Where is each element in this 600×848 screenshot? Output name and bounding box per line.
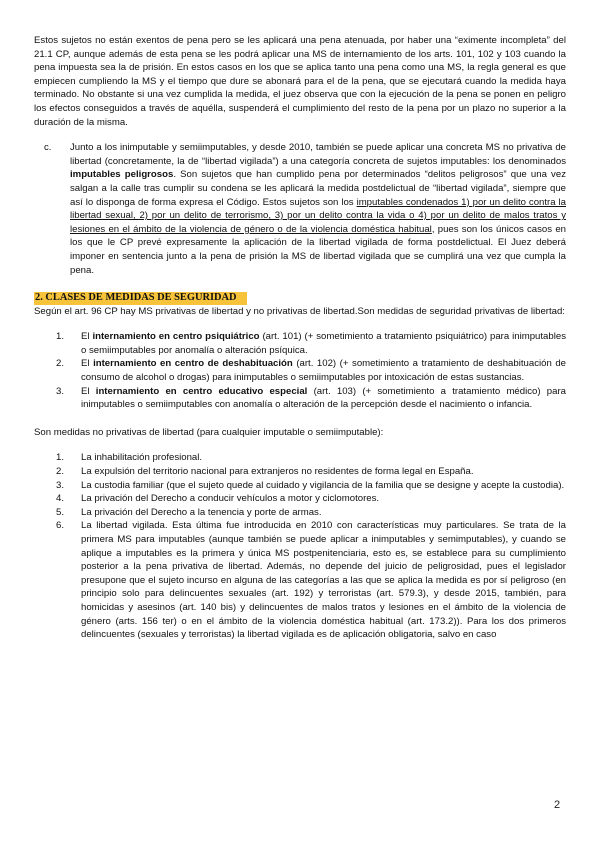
privative-list [34,330,566,412]
list-item: 2. El internamiento en centro de deshabituación (art. 102) (+ sometimiento a tratamiento de deshabituación de consumo de alcohol o drogas) para inimputables o semiimputables por intoxicación de estas sustancias. [56,358,567,384]
list-item: 1. La inhabilitación profesional. [56,452,203,464]
list-item: 6. La libertad vigilada. Esta última fue introducida en 2010 con características muy particulares. Se trata de la primera MS para imputables (aunque también se puede aplicar a inimputables y semimputables), y cuando se aplique a imputables es la primera y única MS postpenitenciaria, esto es, se establece para su cumplimiento posterior a la pena privativa de libertad. Además, no depende del juicio de peligrosidad, pues el legislador presupone que el sujeto incurso en alguna de las categorías a las que se aplica la medida es por sí peligroso (en principio solo para delincuentes sexuales (art. 192) y terroristas (art. 579.3), y desde 2015, también, para homicidas y asesinos (art. 140 bis) y delincuentes de malos tratos y lesiones en el ámbito de la violencia de género (arts. 156 ter) o en el ámbito de la violencia doméstica habitual (art. 173.2)). Para los dos primeros delincuentes (sexuales y terroristas) la libertad vigilada es de aplicación obligatoria, salvo en caso [56,520,566,641]
non-privative-intro: Son medidas no privativas de libertad (para cualquier imputable o semiimputable): [34,426,384,438]
section-heading: 2. CLASES DE MEDIDAS DE SEGURIDAD [34,292,247,305]
list-item-c [44,141,566,277]
document-page [34,34,566,642]
underlined-text: imputables condenados 1) por un delito contra la libertad sexual, 2) por un delito de terrorismo, 3) por un delito contra la vida o 4) por un delito de malos tratos y lesiones en el ámbito de la violencia de género o de la violencia doméstica habitual [70,196,566,235]
list-item: 3. El internamiento en centro educativo especial (art. 103) (+ sometimiento a tratamiento médico) para inimputables o semiimputables con anomalía o alteración de la percepción desde el nacimiento o infancia. [56,385,567,411]
item-c-text: Junto a los inimputable y semiimputables, y desde 2010, también se puede aplicar una concreta MS no privativa de libertad (concretamente, la de “libertad vigilada”) a una categoría concreta de sujetos imputables: los denominados imputables peligrosos. Son sujetos que han cumplido pena por determinados “delitos peligrosos” que una vez salgan a la calle tras cumplir su condena se les aplicará la medida postdelictual de “libertad vigilada”, siempre que así lo disponga de forma expresa el Código. Estos sujetos son los imputables condenados 1) por un delito contra la libertad sexual, 2) por un delito de terrorismo, 3) por un delito contra la vida o 4) por un delito de malos tratos y lesiones en el ámbito de la violencia de género o de la violencia doméstica habitual, pues son los únicos casos en los que le CP prevé expresamente la aplicación de la libertad vigilada de forma postdelictual. El Juez deberá imponer en sentencia junto a la pena de prisión la MS de libertad vigilada que se cumplirá una vez que cumpla la pena. [70,142,566,276]
bold-term: imputables peligrosos [70,169,174,181]
list-item: 1. El internamiento en centro psiquiátrico (art. 101) (+ sometimiento a tratamiento psiquiátrico) para inimputables o semiimputables por anomalía o alteración psíquica. [56,331,566,356]
list-marker: c. [44,142,52,154]
list-item: 4. La privación del Derecho a conducir vehículos a motor y ciclomotores. [56,493,380,505]
list-item: 5. La privación del Derecho a la tenencia y porte de armas. [56,506,322,518]
intro-paragraph: Estos sujetos no están exentos de pena pero se les aplicará una pena atenuada, por haber una “eximente incompleta” del 21.1 CP, aunque además de esta pena se les podrá aplicar una MS de internamiento de los arts. 101, 102 y 103 cuando la pena impuesta sea la de prisión. En estos casos en los que se aplica tanto una pena como una MS, la regla general es que empiecen cumpliendo la MS y el tiempo que dure se abonará para el de la pena, que se ejecutará cuando la medida haya terminado. No obstante si una vez cumplida la medida, el juez observa que con la ejecución de la pena se ponen en peligro los efectos conseguidos a través de aquélla, suspenderá el cumplimiento del resto de la pena por un plazo no superior a la duración de la misma. [34,35,566,128]
page-number: 2 [554,799,561,811]
non-privative-list [34,451,566,641]
list-item: 2. La expulsión del territorio nacional para extranjeros no residentes de forma legal en España. [56,466,474,478]
section-intro: Según el art. 96 CP hay MS privativas de libertad y no privativas de libertad.Son medidas de seguridad privativas de libertad: [34,305,565,317]
list-item: 3. La custodia familiar (que el sujeto quede al cuidado y vigilancia de la familia que se designe y acepte la custodia). [56,479,565,491]
